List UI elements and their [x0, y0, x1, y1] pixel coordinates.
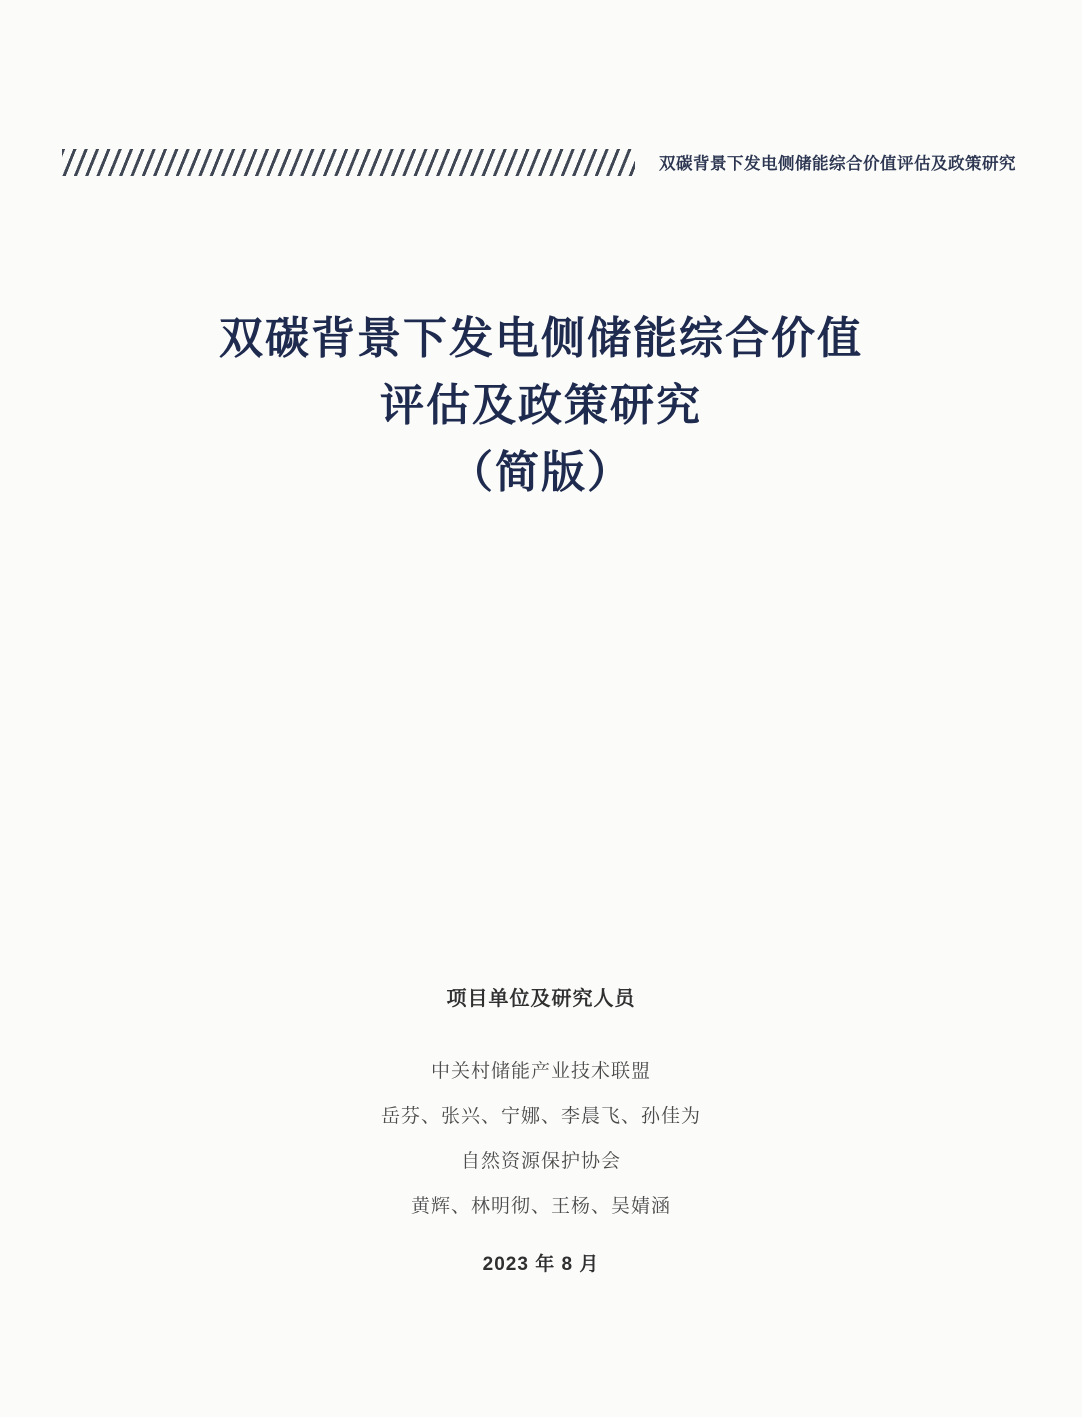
credit-authors-1: 岳芬、张兴、宁娜、李晨飞、孙佳为: [380, 1106, 701, 1127]
page-header: [62, 146, 1016, 178]
publication-date: 2023 年 8 月: [482, 1254, 600, 1275]
credit-authors-2: 黄辉、林明彻、王杨、吴婧涵: [410, 1196, 671, 1217]
report-title: [0, 306, 1082, 506]
report-title-line-2: 评估及政策研究: [380, 381, 702, 430]
diagonal-hatch-decoration: [62, 149, 635, 176]
credits-heading: 项目单位及研究人员: [446, 988, 636, 1010]
report-title-edition: （简版）: [449, 448, 633, 497]
report-title-line-1: 双碳背景下发电侧储能综合价值: [219, 314, 863, 363]
credit-organization-1: 中关村储能产业技术联盟: [430, 1061, 651, 1082]
header-running-title: 双碳背景下发电侧储能综合价值评估及政策研究: [659, 155, 1016, 173]
credits-block: [0, 982, 1082, 1276]
credit-organization-2: 自然资源保护协会: [460, 1151, 621, 1172]
